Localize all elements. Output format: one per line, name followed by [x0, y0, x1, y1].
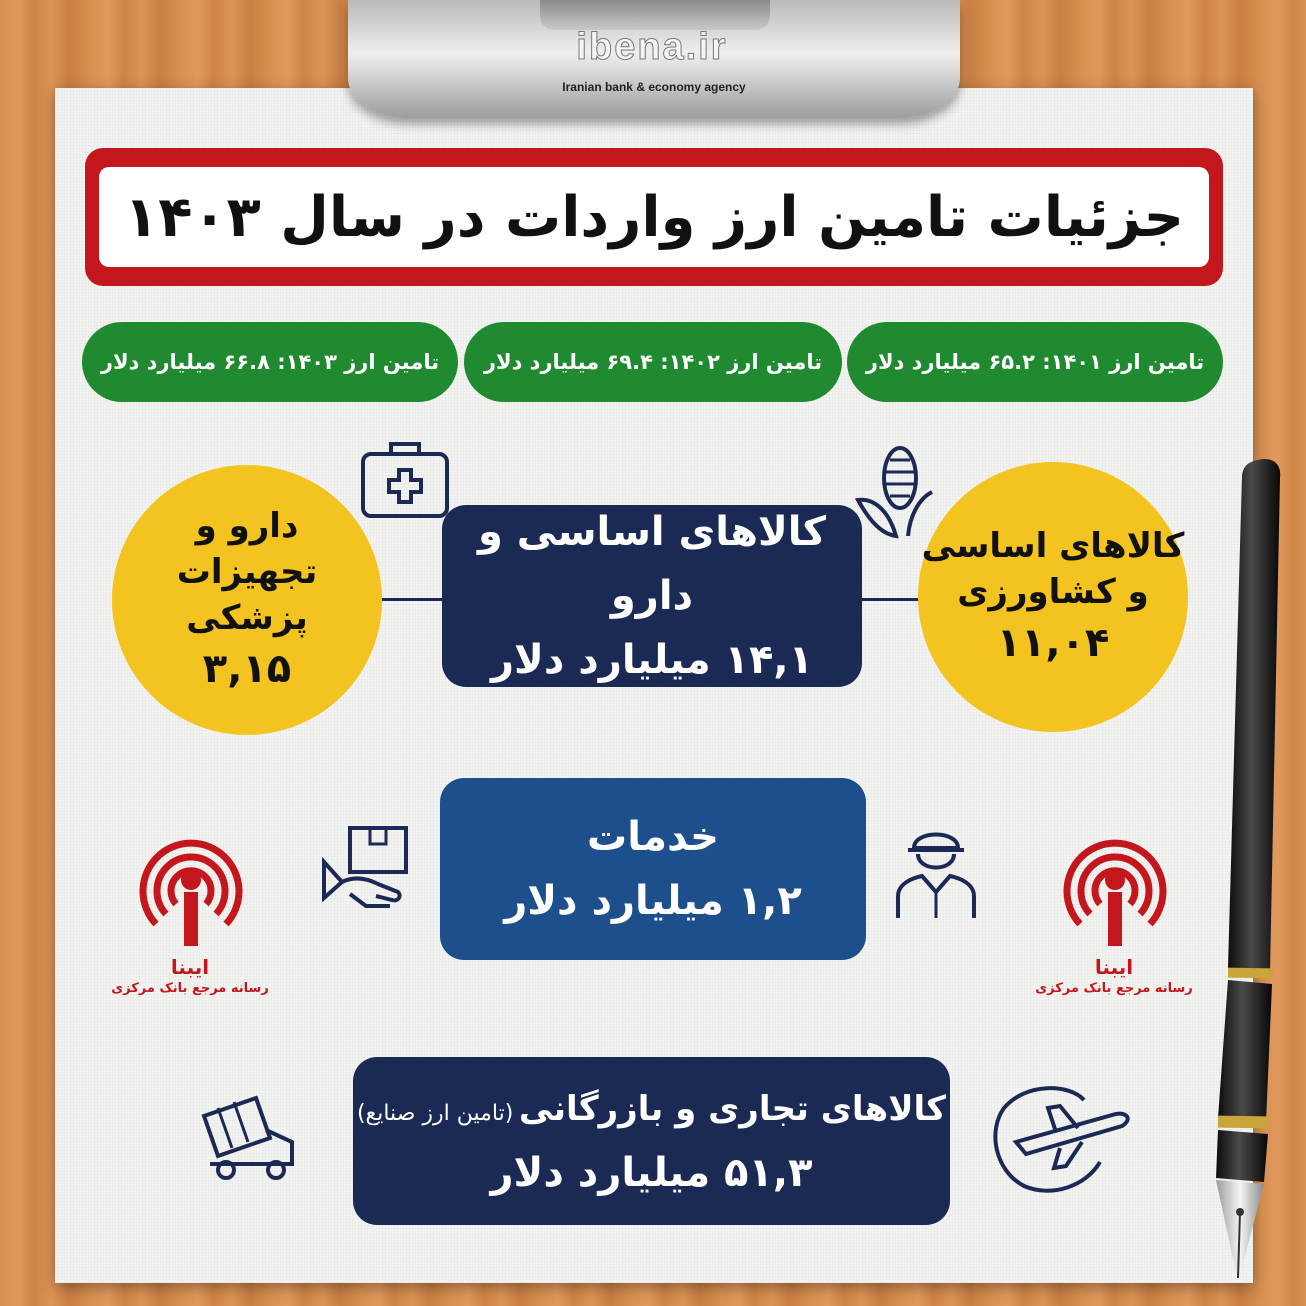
services-value: ۱,۲ میلیارد دلار: [504, 878, 802, 924]
pen-icon: [1188, 452, 1300, 1288]
medical-value: ۳,۱۵: [202, 646, 292, 692]
trade-value: ۵۱,۳ میلیارد دلار: [490, 1150, 813, 1196]
ibena-logo-left-label: [110, 955, 270, 996]
pill-1401-label: تامین ارز ۱۴۰۱: ۶۵.۲ میلیارد دلار: [865, 350, 1205, 374]
brand-name: ibena.ir: [576, 26, 728, 68]
ibena-logo-left-name: ایبنا: [170, 955, 210, 979]
ibena-logo-right-tagline: رسانه مرجع بانک مرکزی: [1035, 981, 1193, 996]
ibena-logo-right-label: [1034, 955, 1194, 996]
mixer-truck-icon: [196, 1090, 300, 1186]
trade-title: کالاهای تجاری و بازرگانی: [518, 1089, 947, 1129]
ibena-logo-left-tagline: رسانه مرجع بانک مرکزی: [111, 981, 269, 996]
medical-line1: دارو و: [195, 506, 299, 546]
pill-1401: [847, 322, 1223, 402]
title-banner: [85, 148, 1223, 286]
trade-note: (تامین ارز صنایع): [356, 1101, 514, 1126]
pill-1403-label: تامین ارز ۱۴۰۳: ۶۶.۸ میلیارد دلار: [100, 350, 440, 374]
agriculture-value: ۱۱,۰۴: [996, 620, 1110, 666]
trade-title-row: [357, 1077, 946, 1141]
delivery-hand-icon: [320, 822, 416, 914]
essentials-value: ۱۴,۱ میلیارد دلار: [491, 637, 813, 683]
brand-tagline: Iranian bank & economy agency: [562, 80, 746, 94]
medical-line2: تجهیزات پزشکی: [176, 552, 318, 638]
title-inner: [99, 167, 1209, 267]
pill-1402-label: تامین ارز ۱۴۰۲: ۶۹.۴ میلیارد دلار: [483, 350, 823, 374]
services-title: خدمات: [587, 814, 719, 860]
medkit-icon: [355, 432, 455, 524]
ibena-logo-right-name: ایبنا: [1094, 955, 1134, 979]
corn-icon: [852, 438, 938, 544]
agriculture-circle: [918, 462, 1188, 732]
airplane-icon: [986, 1078, 1134, 1198]
services-box: [440, 778, 866, 960]
connector-left: [380, 598, 444, 601]
worker-icon: [892, 818, 980, 922]
pill-1403: [82, 322, 458, 402]
pill-1402: [464, 322, 842, 402]
agriculture-line1: کالاهای اساسی: [921, 526, 1185, 566]
essentials-box: [442, 505, 862, 687]
page-title: جزئیات تامین ارز واردات در سال ۱۴۰۳: [124, 184, 1184, 250]
essentials-title: کالاهای اساسی و دارو: [477, 509, 827, 619]
medical-circle: [112, 465, 382, 735]
ibena-logo-right: [1052, 820, 1178, 950]
trade-box: [353, 1057, 950, 1225]
ibena-logo-left: [128, 820, 254, 950]
connector-right: [860, 598, 922, 601]
agriculture-line2: و کشاورزی: [957, 572, 1149, 612]
